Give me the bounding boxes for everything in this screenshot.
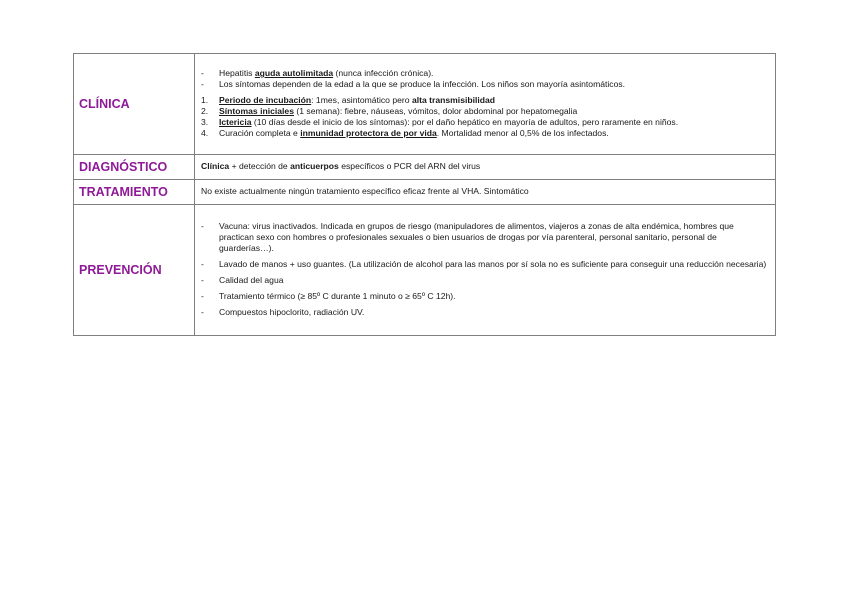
label-prevencion: PREVENCIÓN xyxy=(74,205,195,336)
content-clinica xyxy=(195,54,776,155)
emphasis: alta transmisibilidad xyxy=(411,95,496,105)
label-diagnostico: DIAGNÓSTICO xyxy=(74,155,195,180)
list-item: 1. Periodo de incubación: 1mes, asintomático pero alta transmisibilidad xyxy=(201,95,496,105)
emphasis: Clínica xyxy=(201,161,230,171)
content-tratamiento: No existe actualmente ningún tratamiento específico eficaz frente al VHA. Sintomático xyxy=(195,180,776,205)
dash-marker: - xyxy=(201,275,204,285)
list-item: - Tratamiento térmico (≥ 85º C durante 1 minuto o ≥ 65º C 12h). xyxy=(201,291,456,301)
dash-marker: - xyxy=(201,68,204,78)
row-tratamiento xyxy=(74,180,776,205)
row-prevencion xyxy=(74,205,776,336)
dash-marker: - xyxy=(201,291,204,301)
list-item: 2. Síntomas iniciales (1 semana): fiebre, náuseas, vómitos, dolor abdominal por hepatomegalia xyxy=(201,106,578,116)
emphasis: Ictericia xyxy=(219,117,252,127)
list-item: - Lavado de manos + uso guantes. (La utilización de alcohol para las manos por sí sola no es suficiente para conseguir una reducción necesaria) xyxy=(201,259,767,269)
emphasis: anticuerpos xyxy=(290,161,339,171)
content-diagnostico: Clínica + detección de anticuerpos específicos o PCR del ARN del virus xyxy=(195,155,776,180)
dash-marker: - xyxy=(201,307,204,317)
list-item: - Hepatitis aguda autolimitada (nunca infección crónica). xyxy=(201,68,434,78)
label-tratamiento: TRATAMIENTO xyxy=(74,180,195,205)
number-marker: 3. xyxy=(201,117,209,127)
content-prevencion xyxy=(195,205,776,336)
number-marker: 4. xyxy=(201,128,209,138)
emphasis: aguda autolimitada xyxy=(254,68,334,78)
emphasis: inmunidad protectora de por vida xyxy=(300,128,437,138)
list-item: - Calidad del agua xyxy=(201,275,284,285)
list-item: 4. Curación completa e inmunidad protectora de por vida. Mortalidad menor al 0,5% de los infectados. xyxy=(201,128,609,138)
number-marker: 1. xyxy=(201,95,209,105)
emphasis: Síntomas iniciales xyxy=(219,106,294,116)
dash-marker: - xyxy=(201,221,204,231)
label-clinica: CLÍNICA xyxy=(74,54,195,155)
clinica-phases xyxy=(201,95,769,139)
number-marker: 2. xyxy=(201,106,209,116)
summary-table xyxy=(73,53,776,336)
list-item: - Los síntomas dependen de la edad a la que se produce la infección. Los niños son mayoría asintomáticos. xyxy=(201,79,626,89)
emphasis: Periodo de incubación xyxy=(219,95,312,105)
list-item: - Vacuna: virus inactivados. Indicada en grupos de riesgo (manipuladores de alimentos, viajeros a zonas de alta endémica, hombres que practican sexo con hombres o profesionales sexuales o bien usuarios de drogas por vía parenteral, personal sanitario, personal de guarderías…). xyxy=(201,221,734,253)
prevencion-list xyxy=(201,221,769,318)
list-item: 3. Ictericia (10 días desde el inicio de los síntomas): por el daño hepático en mayoría de adultos, pero raramente en niños. xyxy=(201,117,679,127)
row-clinica xyxy=(74,54,776,155)
list-item: - Compuestos hipoclorito, radiación UV. xyxy=(201,307,365,317)
dash-marker: - xyxy=(201,79,204,89)
row-diagnostico xyxy=(74,155,776,180)
clinica-bullets xyxy=(201,68,769,90)
dash-marker: - xyxy=(201,259,204,269)
